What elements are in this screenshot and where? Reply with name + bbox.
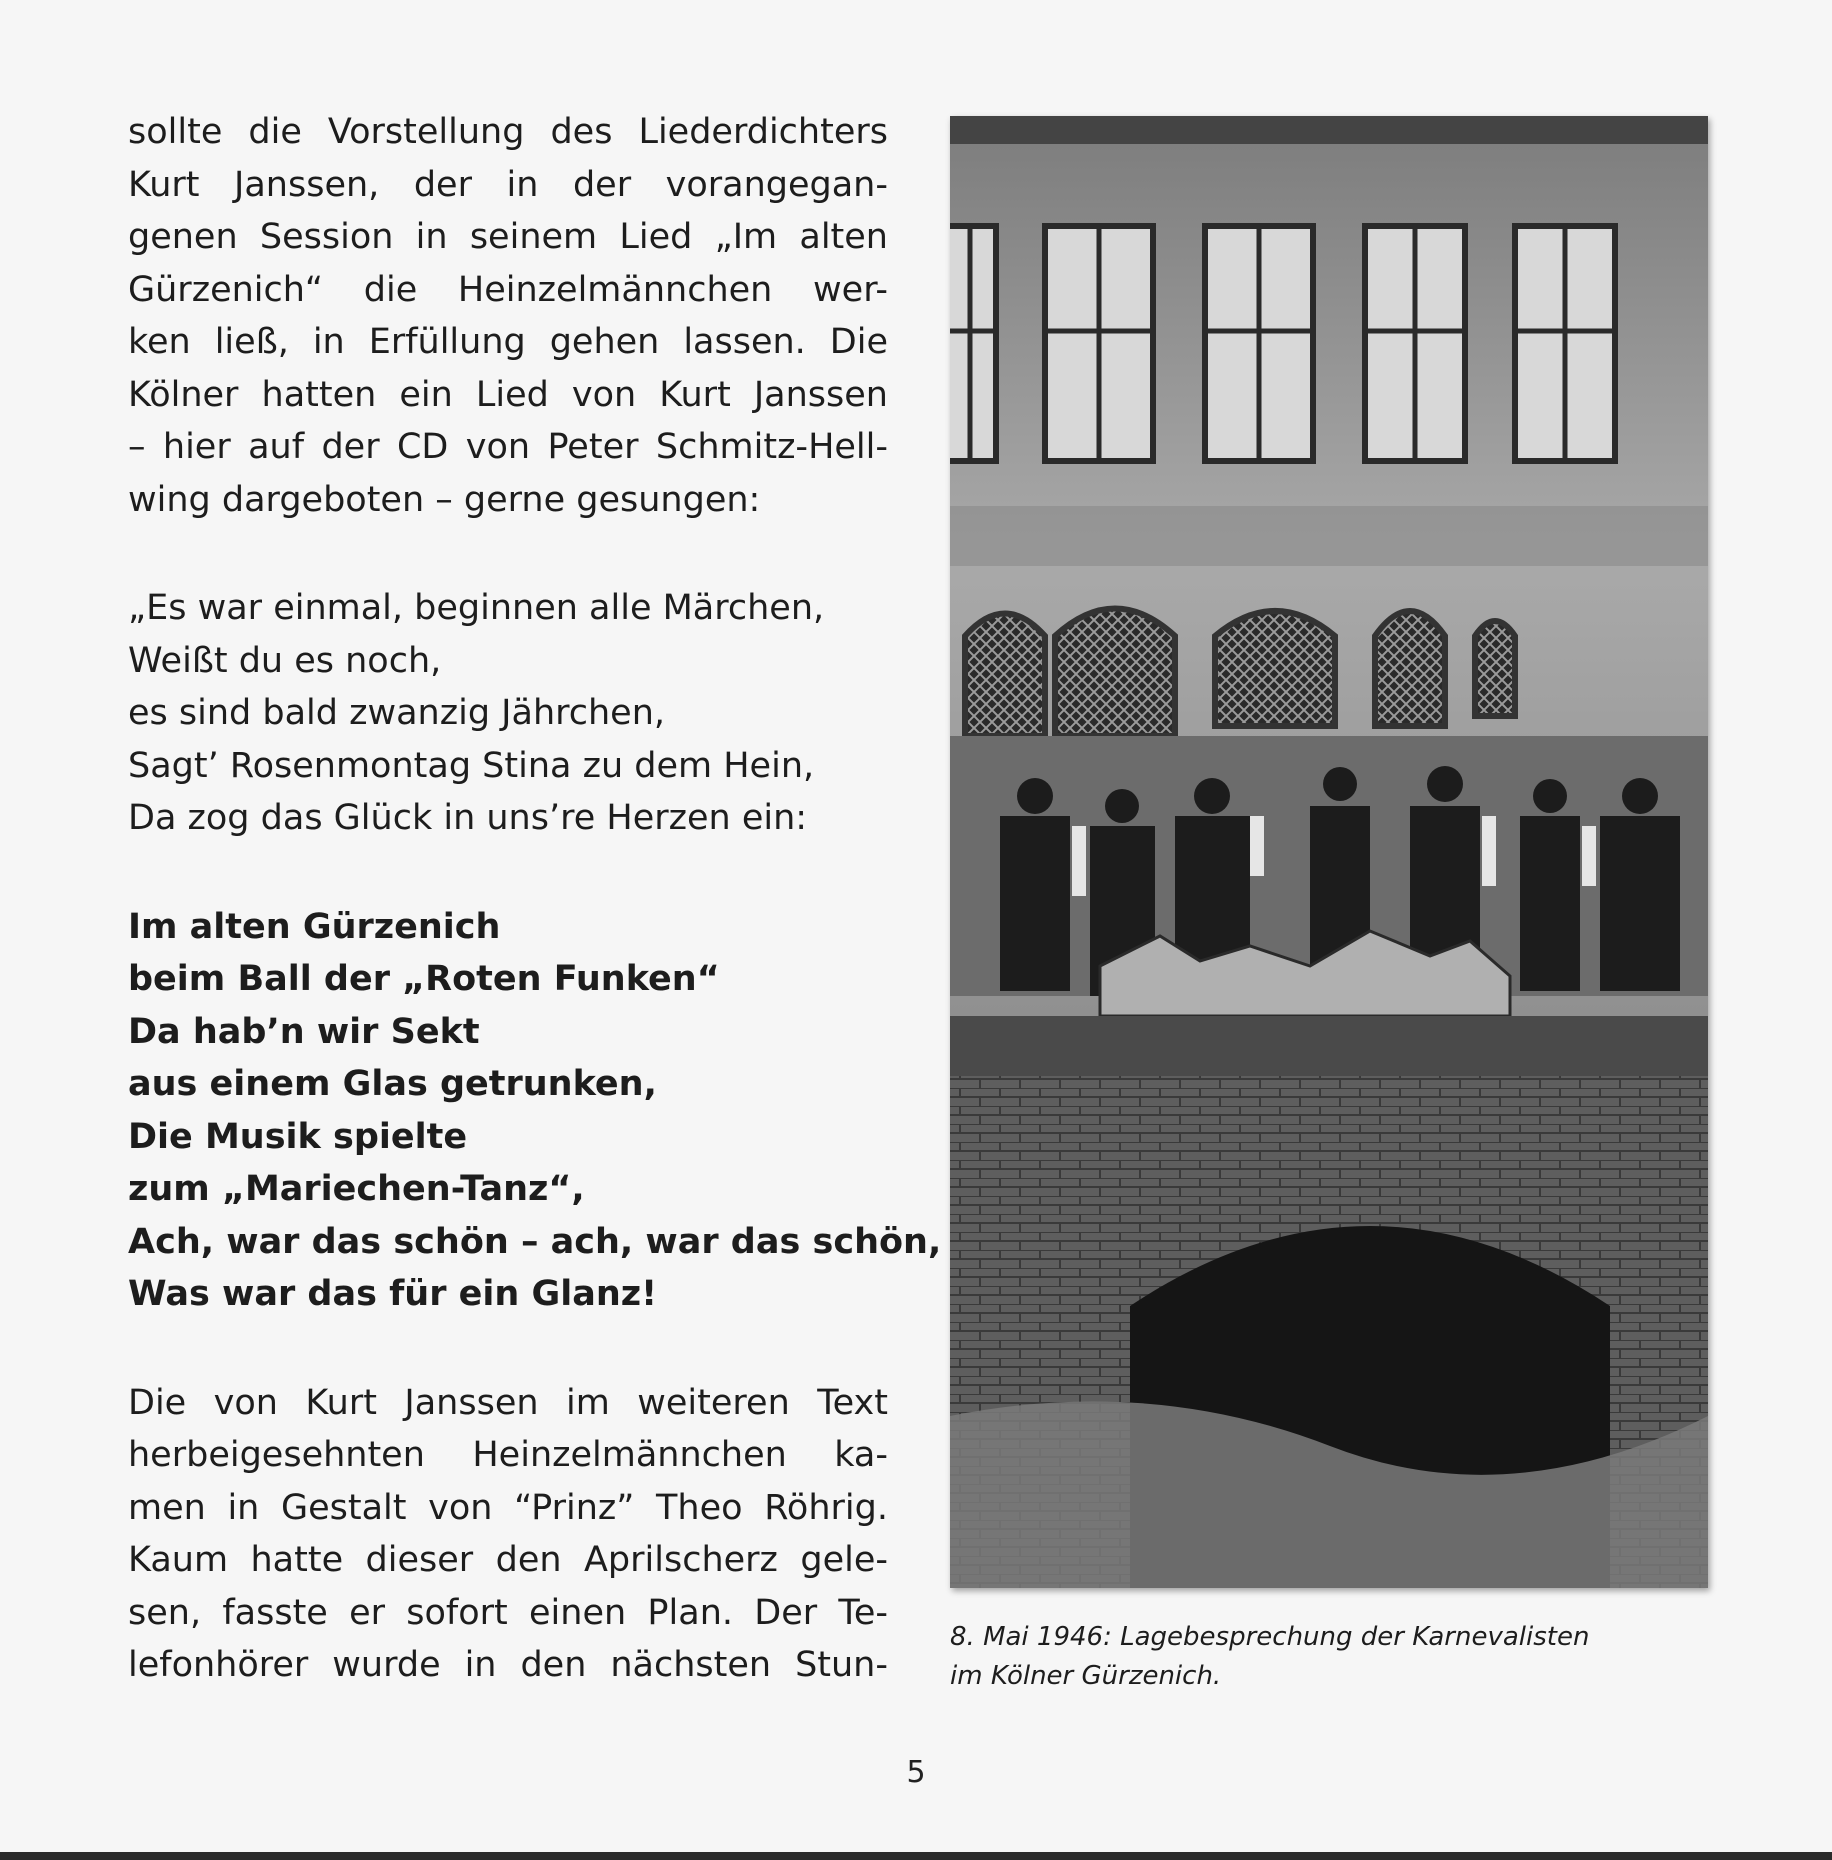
text-line: herbeigesehnten Heinzelmännchen ka- [128, 1435, 888, 1475]
verse-line: „Es war einmal, beginnen alle Märchen, [128, 588, 825, 628]
photo-caption [950, 1618, 1730, 1696]
text-line: sollte die Vorstellung des Liederdichters [128, 112, 888, 152]
chorus-line: Was war das für ein Glanz! [128, 1274, 658, 1314]
caption-line: 8. Mai 1946: Lagebesprechung der Karnevalisten [950, 1622, 1590, 1652]
text-line: Gürzenich“ die Heinzelmännchen wer- [128, 269, 888, 310]
text-line: Kurt Janssen, der in der vorangegan- [128, 164, 888, 205]
text-column [128, 106, 942, 1692]
intro-paragraph [128, 106, 888, 526]
historic-photo [950, 116, 1708, 1588]
text-line: – hier auf der CD von Peter Schmitz-Hell- [128, 427, 888, 467]
chorus-line: Ach, war das schön – ach, war das schön, [128, 1221, 942, 1262]
song-chorus [128, 901, 942, 1321]
song-verse [128, 582, 888, 845]
page-number: 5 [906, 1755, 926, 1790]
text-line: Die von Kurt Janssen im weiteren Text [128, 1382, 888, 1423]
verse-line: Sagt’ Rosenmontag Stina zu dem Hein, [128, 745, 815, 786]
chorus-line: beim Ball der „Roten Funken“ [128, 959, 720, 999]
caption-line: im Kölner Gürzenich. [950, 1661, 1222, 1691]
verse-line: Da zog das Glück in uns’re Herzen ein: [128, 798, 808, 838]
text-line: men in Gestalt von “Prinz” Theo Röhrig. [128, 1487, 888, 1528]
text-line: Kölner hatten ein Lied von Kurt Janssen [128, 374, 888, 415]
chorus-line: Die Musik spielte [128, 1116, 468, 1157]
text-line: sen, fasste er sofort einen Plan. Der Te- [128, 1592, 888, 1633]
chorus-line: Da hab’n wir Sekt [128, 1011, 480, 1052]
chorus-line: aus einem Glas getrunken, [128, 1064, 657, 1104]
chorus-line: Im alten Gürzenich [128, 906, 501, 947]
text-line: ken ließ, in Erfüllung gehen lassen. Die [128, 322, 888, 362]
text-line: lefonhörer wurde in den nächsten Stun- [128, 1645, 888, 1685]
page-edge [0, 1852, 1832, 1860]
verse-line: es sind bald zwanzig Jährchen, [128, 693, 666, 733]
photo-illustration [950, 116, 1708, 1588]
text-line: Kaum hatte dieser den Aprilscherz gele- [128, 1540, 888, 1580]
verse-line: Weißt du es noch, [128, 640, 442, 681]
closing-paragraph [128, 1377, 888, 1692]
chorus-line: zum „Mariechen-Tanz“, [128, 1169, 585, 1209]
text-line: genen Session in seinem Lied „Im alten [128, 217, 888, 257]
text-line: wing dargeboten – gerne gesungen: [128, 479, 761, 520]
